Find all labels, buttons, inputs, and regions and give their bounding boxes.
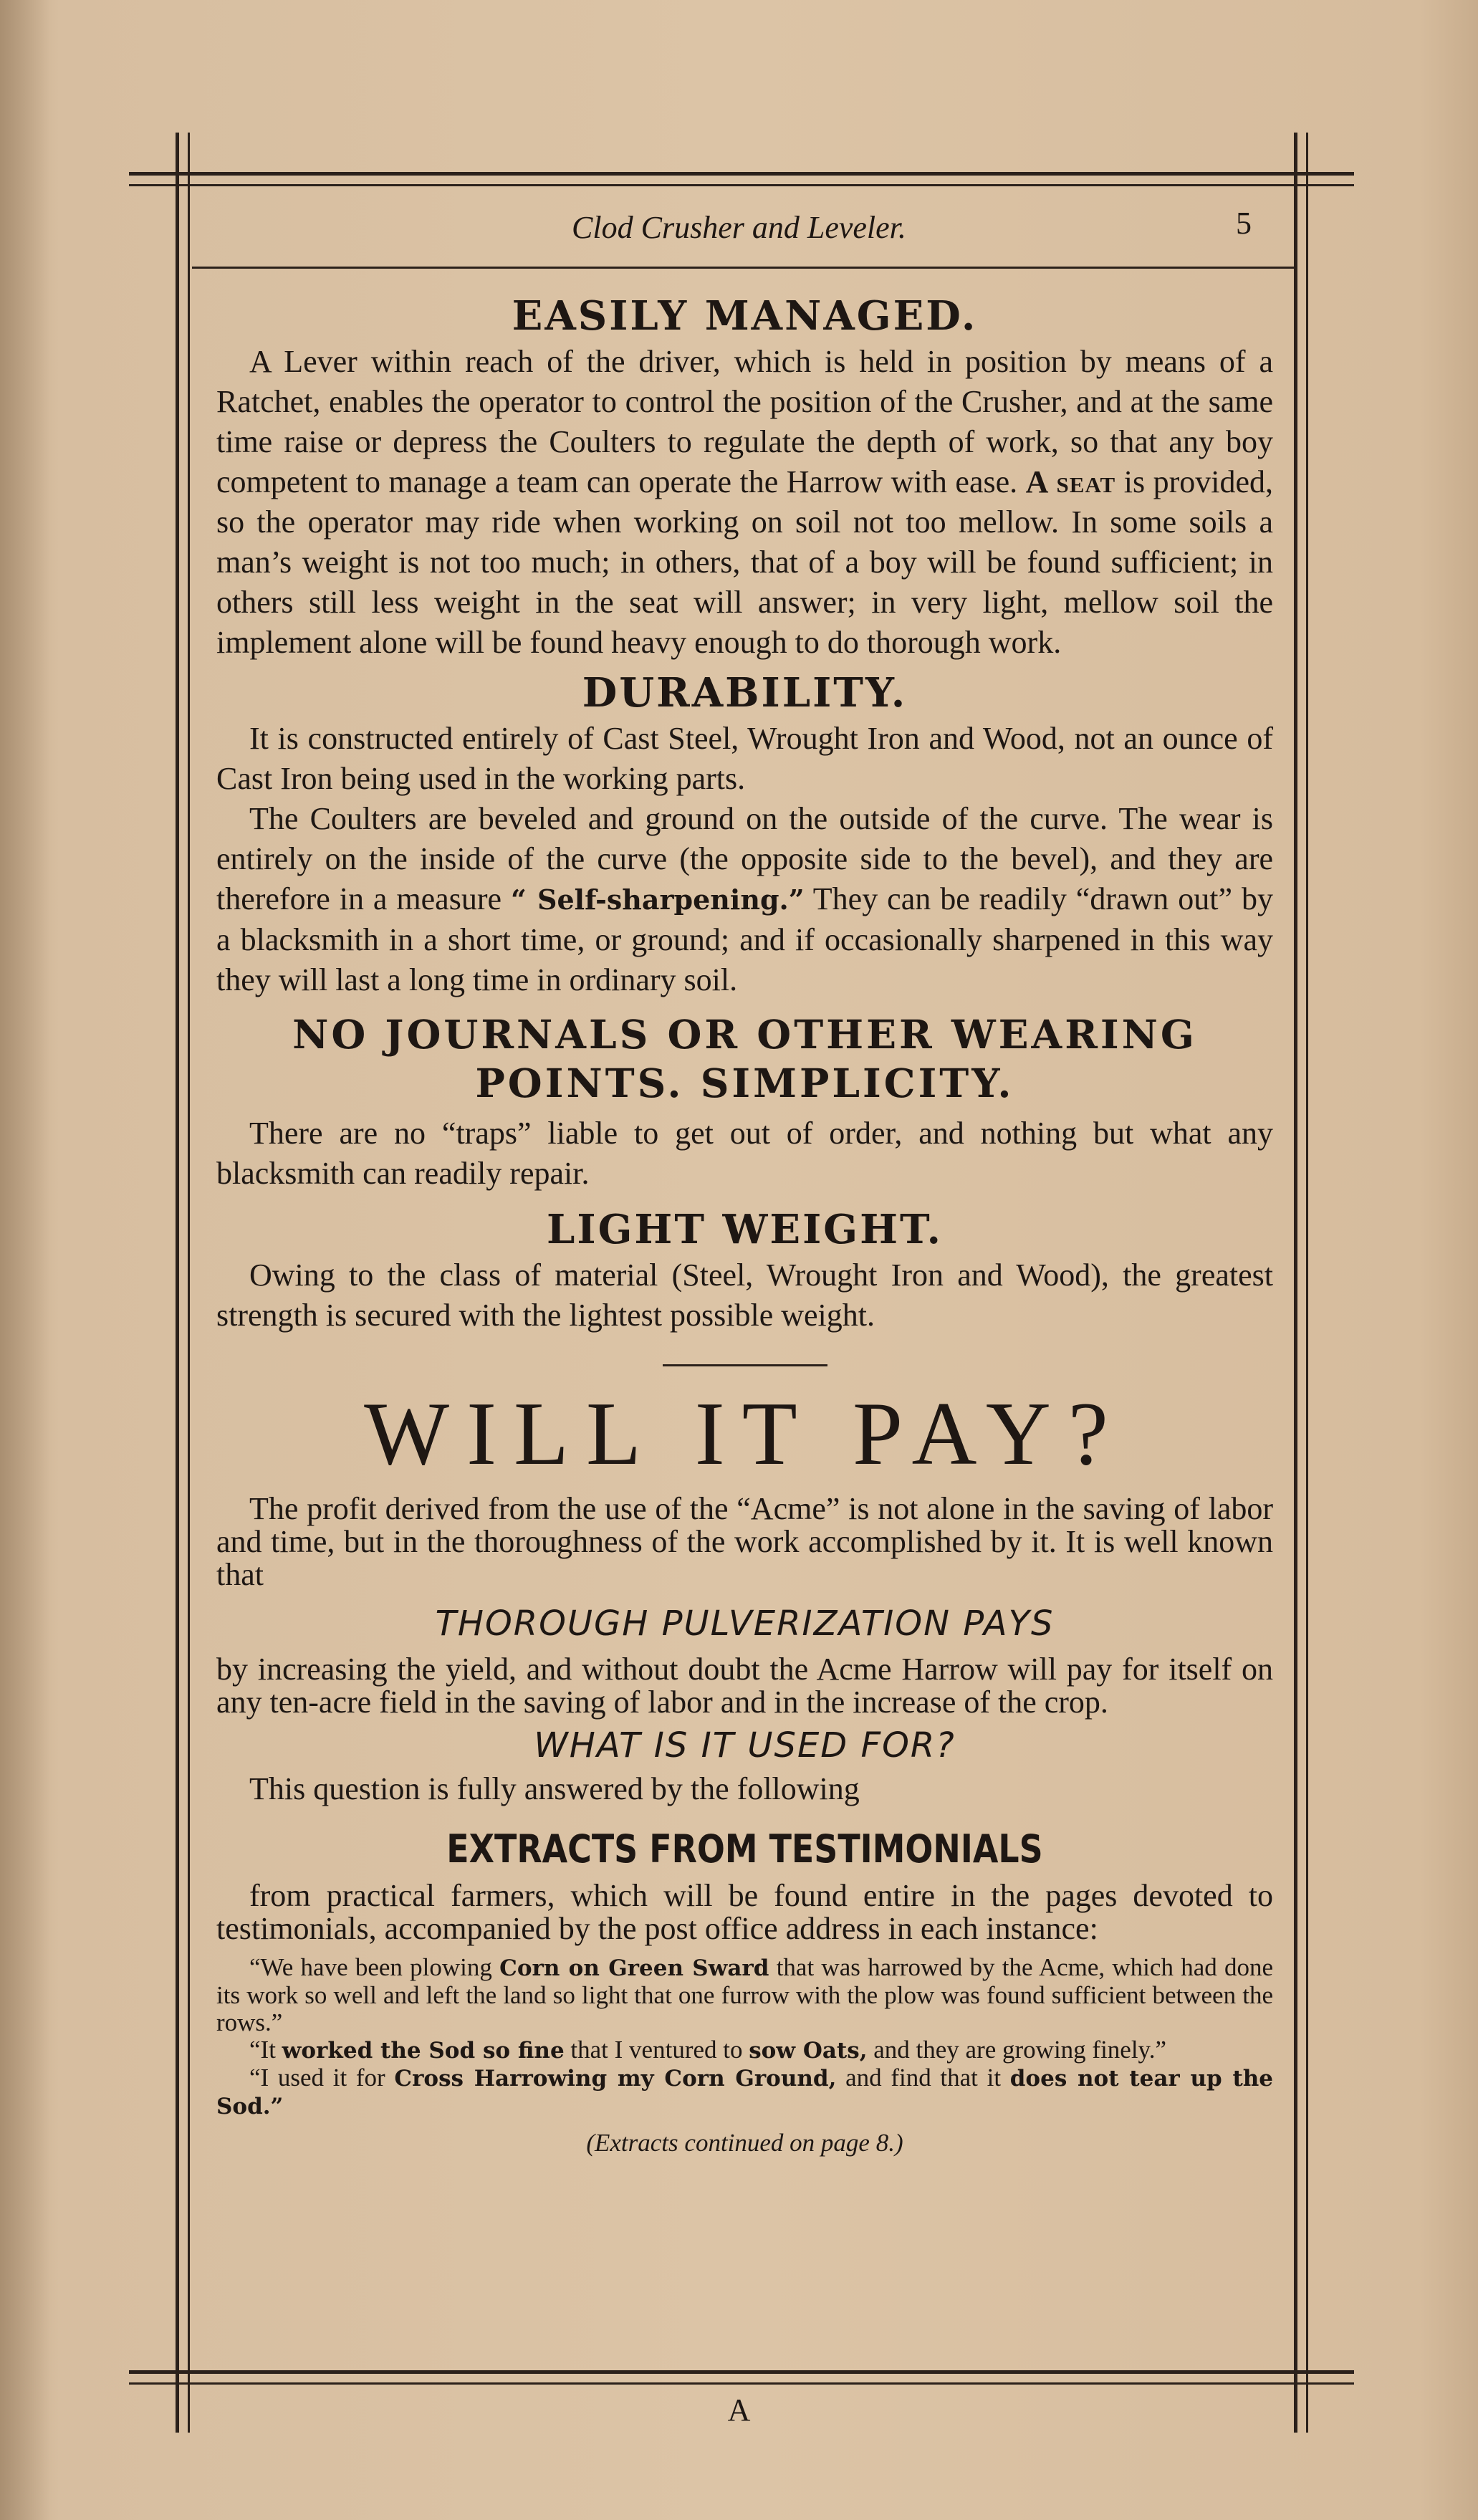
- section-no-journals: [216, 1010, 1273, 1194]
- page-number: 5: [1236, 206, 1252, 241]
- subheading-what-used-for: WHAT IS IT USED FOR?: [534, 1725, 956, 1766]
- paragraph-will-it-pay: The profit derived from the use of the “Acme” is not alone in the saving of labor and time, but in the thoroughness of the work accomplished by it. It is well known that: [216, 1491, 1273, 1592]
- quote-2-mid: that I ventured to: [570, 2036, 743, 2064]
- heading-durability: DURABILITY.: [582, 669, 908, 717]
- section-what-used-for: [216, 1722, 1273, 1809]
- quote-3-mid: and find that it: [845, 2064, 1002, 2092]
- quote-3-bold-1: Cross Harrowing my Corn Ground,: [394, 2066, 837, 2092]
- paragraph-durability-2: [216, 799, 1273, 1000]
- paragraph-durability-1: It is constructed entirely of Cast Steel, Wrought Iron and Wood, not an ounce of Cast Iron being used in the working parts.: [216, 721, 1273, 796]
- text-self-sharpening: “ Self-sharpening.”: [510, 883, 805, 916]
- heading-light-weight: LIGHT WEIGHT.: [547, 1206, 943, 1253]
- page-body: [216, 290, 1273, 2157]
- paragraph-light-weight: Owing to the class of material (Steel, Wrought Iron and Wood), the greatest strength is secured with the lightest possible weight.: [216, 1257, 1273, 1333]
- extracts-continued-note: (Extracts continued on page 8.): [586, 2129, 903, 2157]
- signature-mark: A: [727, 2392, 751, 2428]
- testimonial-quote-3: [216, 2064, 1273, 2120]
- quote-2-start: “It: [249, 2036, 276, 2064]
- section-divider: [663, 1364, 827, 1366]
- page-edge-shadow: [0, 0, 50, 2520]
- frame-right-rule: [1294, 133, 1308, 2433]
- quote-2-bold-1: worked the Sod so fine: [282, 2038, 565, 2064]
- text-coulters: The Coulters are beveled and ground on the outside of the curve. The wear is entirely on the inside of the curve (the opposite side to the bevel), and they are therefore in a measure: [216, 801, 1273, 916]
- running-head: Clod Crusher and Leveler.: [572, 210, 906, 245]
- subheading-pulverization: THOROUGH PULVERIZATION PAYS: [435, 1604, 1055, 1644]
- testimonial-quote-1: [216, 1954, 1273, 2036]
- section-durability: [216, 667, 1273, 1000]
- section-light-weight: [216, 1204, 1273, 1336]
- heading-no-journals-line2: POINTS. SIMPLICITY.: [475, 1060, 1014, 1106]
- heading-will-it-pay: WILL IT PAY?: [364, 1384, 1126, 1484]
- text-drawn-out: They can be readily “drawn out” by a blacksmith in a short time, or ground; and if occasionally sharpened in this way they will last a long time in ordinary soil.: [216, 881, 1273, 997]
- paragraph-extracts-intro: from practical farmers, which will be found entire in the pages devoted to testimonials, accompanied by the post office address in each instance:: [216, 1878, 1273, 1946]
- heading-easily-managed: EASILY MANAGED.: [512, 292, 978, 340]
- paragraph-no-journals: There are no “traps” liable to get out of order, and nothing but what any blacksmith can readily repair.: [216, 1116, 1273, 1191]
- quote-2-end: and they are growing finely.”: [873, 2036, 1167, 2064]
- paragraph-what-used-for: This question is fully answered by the following: [249, 1771, 860, 1806]
- testimonial-quote-2: [216, 2036, 1273, 2064]
- quote-2-bold-2: sow Oats,: [749, 2038, 868, 2064]
- header-divider: [192, 267, 1294, 269]
- section-extracts: [216, 1824, 1273, 2157]
- text-lever: A Lever within reach of the driver, which is held in position by means of a Ratchet, enables the operator to control the position of the Crusher, and at the same time raise or depress the Coulters to regulate the depth of work, so that any boy competent to manage a team can operate the Harrow with ease.: [216, 344, 1273, 499]
- paragraph-pulverization: by increasing the yield, and without doubt the Acme Harrow will pay for itself on any ten-acre field in the saving of labor and in the increase of the crop.: [216, 1652, 1273, 1720]
- heading-no-journals-line1: NO JOURNALS OR OTHER WEARING: [292, 1011, 1197, 1058]
- frame-left-rule: [176, 133, 190, 2433]
- quote-3-bold-2: does not tear up the Sod.”: [216, 2066, 1274, 2119]
- quote-3-start: “I used it for: [249, 2064, 385, 2092]
- quote-1-end: that was harrowed by the Acme, which had done its work so well and left the land so light that one furrow with the plow was found sufficient between the rows.”: [216, 1953, 1274, 2036]
- text-seat: A seat: [1025, 464, 1116, 499]
- text-seat-rest: is provided, so the operator may ride when working on soil not too mellow. In some soils a man’s weight is not too much; in others, that of a boy will be found sufficient; in others still less weight in the seat will answer; in very light, mellow soil the implement alone will be found heavy enough to do thorough work.: [216, 464, 1274, 660]
- quote-1-bold: Corn on Green Sward: [499, 1955, 769, 1981]
- section-will-it-pay: [216, 1384, 1273, 1720]
- quote-1-start: “We have been plowing: [249, 1953, 492, 1981]
- frame-top-rule: [129, 172, 1354, 186]
- paragraph-easily-managed: [216, 342, 1273, 663]
- frame-bottom-rule: [129, 2370, 1354, 2385]
- heading-extracts: EXTRACTS FROM TESTIMONIALS: [446, 1826, 1043, 1872]
- section-easily-managed: [216, 290, 1273, 663]
